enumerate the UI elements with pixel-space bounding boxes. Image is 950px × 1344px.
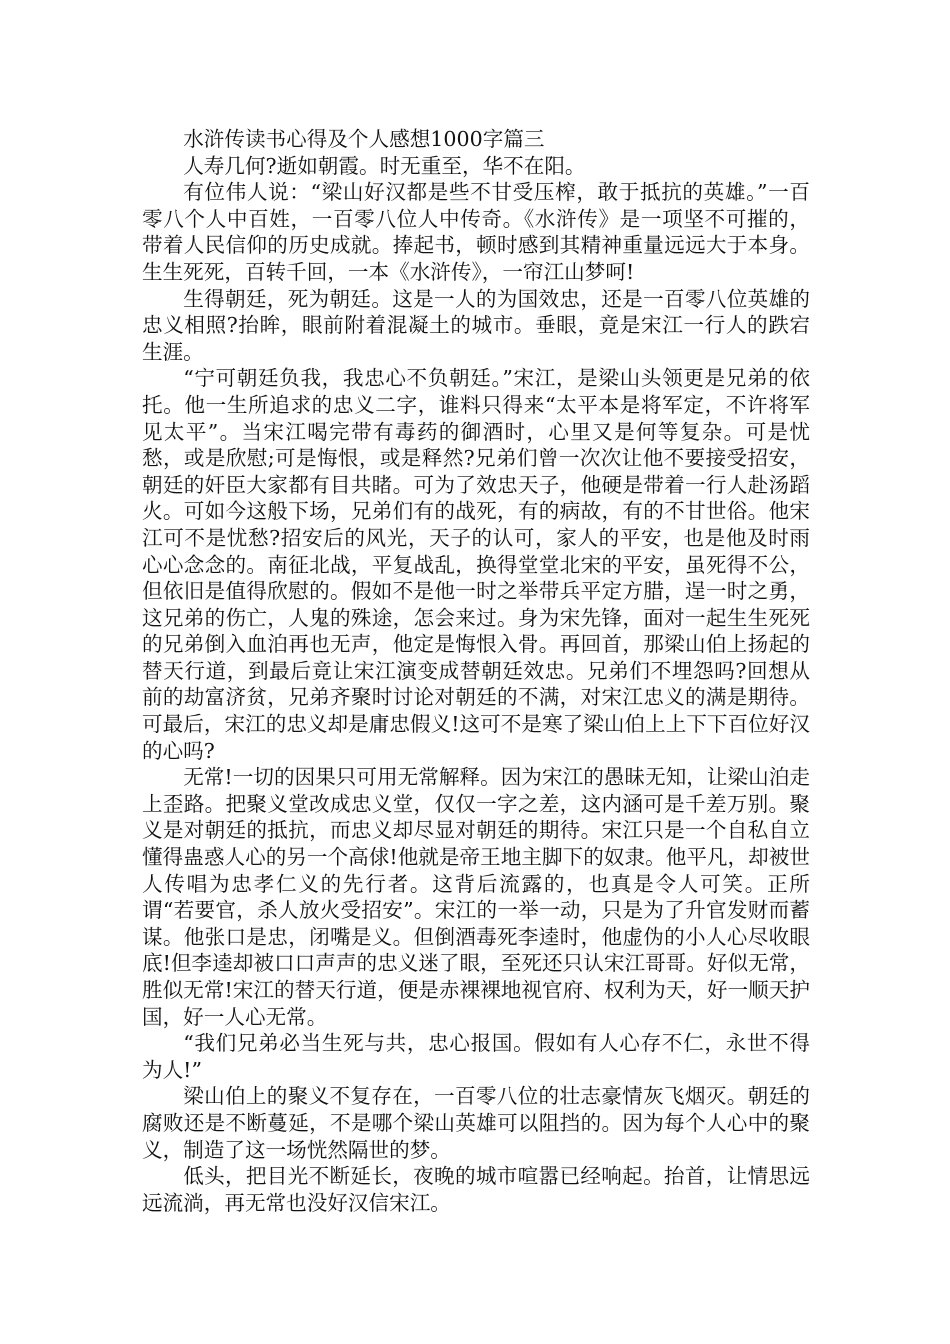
paragraph-8: 低头，把目光不断延长，夜晚的城市喧嚣已经响起。抬首，让情思远远流淌，再无常也没好汉信宋江。 (142, 1164, 810, 1215)
paragraph-4: “宁可朝廷负我，我忠心不负朝廷。”宋江，是梁山头领更是兄弟的依托。他一生所追求的忠义二字，谁料只得来“太平本是将军定，不许将军见太平”。当宋江喝完带有毒药的御酒时，心里又是何等复杂。可是忧愁，或是欣慰;可是悔恨，或是释然?兄弟们曾一次次让他不要接受招安，朝廷的奸臣大家都有目共睹。可为了效忠天子，他硬是带着一行人赴汤蹈火。可如今这般下场，兄弟们有的战死，有的病故，有的不甘世俗。他宋江可不是忧愁?招安后的风光，天子的认可，家人的平安，也是他及时雨心心念念的。南征北战，平复战乱，换得堂堂北宋的平安，虽死得不公，但依旧是值得欣慰的。假如不是他一时之举带兵平定方腊，逞一时之勇，这兄弟的伤亡，人鬼的殊途，怎会来过。身为宋先锋，面对一起生生死死的兄弟倒入血泊再也无声，他定是悔恨入骨。再回首，那梁山伯上扬起的替天行道，到最后竟让宋江演变成替朝廷效忠。兄弟们不埋怨吗?回想从前的劫富济贫，兄弟齐聚时讨论对朝廷的不满，对宋江忠义的满是期待。可最后，宋江的忠义却是庸忠假义!这可不是寒了梁山伯上上下下百位好汉的心吗? (142, 366, 810, 763)
paragraph-6: “我们兄弟必当生死与共，忠心报国。假如有人心存不仁，永世不得为人!” (142, 1031, 810, 1082)
document-title: 水浒传读书心得及个人感想1000字篇三 (183, 127, 545, 151)
paragraph-5: 无常!一切的因果只可用无常解释。因为宋江的愚昧无知，让梁山泊走上歪路。把聚义堂改成忠义堂，仅仅一字之差，这内涵可是千差万别。聚义是对朝廷的抵抗，而忠义却尽显对朝廷的期待。宋江只是一个自私自立懂得蛊惑人心的另一个高俅!他就是帝王地主脚下的奴隶。他平凡，却被世人传唱为忠孝仁义的先行者。这背后流露的，也真是令人可笑。正所谓“若要官，杀人放火受招安”。宋江的一举一动，只是为了升官发财而蓄谋。他张口是忠，闭嘴是义。但倒酒毒死李逵时，他虚伪的小人心尽收眼底!但李逵却被口口声声的忠义迷了眼，至死还只认宋江哥哥。好似无常，胜似无常!宋江的替天行道，便是赤裸裸地视官府、权利为天，好一顺天护国，好一人心无常。 (142, 765, 810, 1029)
paragraph-3: 生得朝廷，死为朝廷。这是一人的为国效忠，还是一百零八位英雄的忠义相照?抬眸，眼前附着混凝土的城市。垂眼，竟是宋江一行人的跌宕生涯。 (142, 286, 810, 364)
document-body (142, 126, 810, 1216)
paragraph-1: 人寿几何?逝如朝霞。时无重至，华不在阳。 (183, 153, 586, 178)
paragraph-2: 有位伟人说：“梁山好汉都是些不甘受压榨，敢于抵抗的英雄。”一百零八个人中百姓，一百零八位人中传奇。《水浒传》是一项坚不可摧的，带着人民信仰的历史成就。捧起书，顿时感到其精神重量远远大于本身。生生死死，百转千回，一本《水浒传》，一帘江山梦呵! (142, 180, 810, 284)
paragraph-7: 梁山伯上的聚义不复存在，一百零八位的壮志豪情灰飞烟灭。朝廷的腐败还是不断蔓延，不是哪个梁山英雄可以阻挡的。因为每个人心中的聚义，制造了这一场恍然隔世的梦。 (142, 1084, 810, 1162)
